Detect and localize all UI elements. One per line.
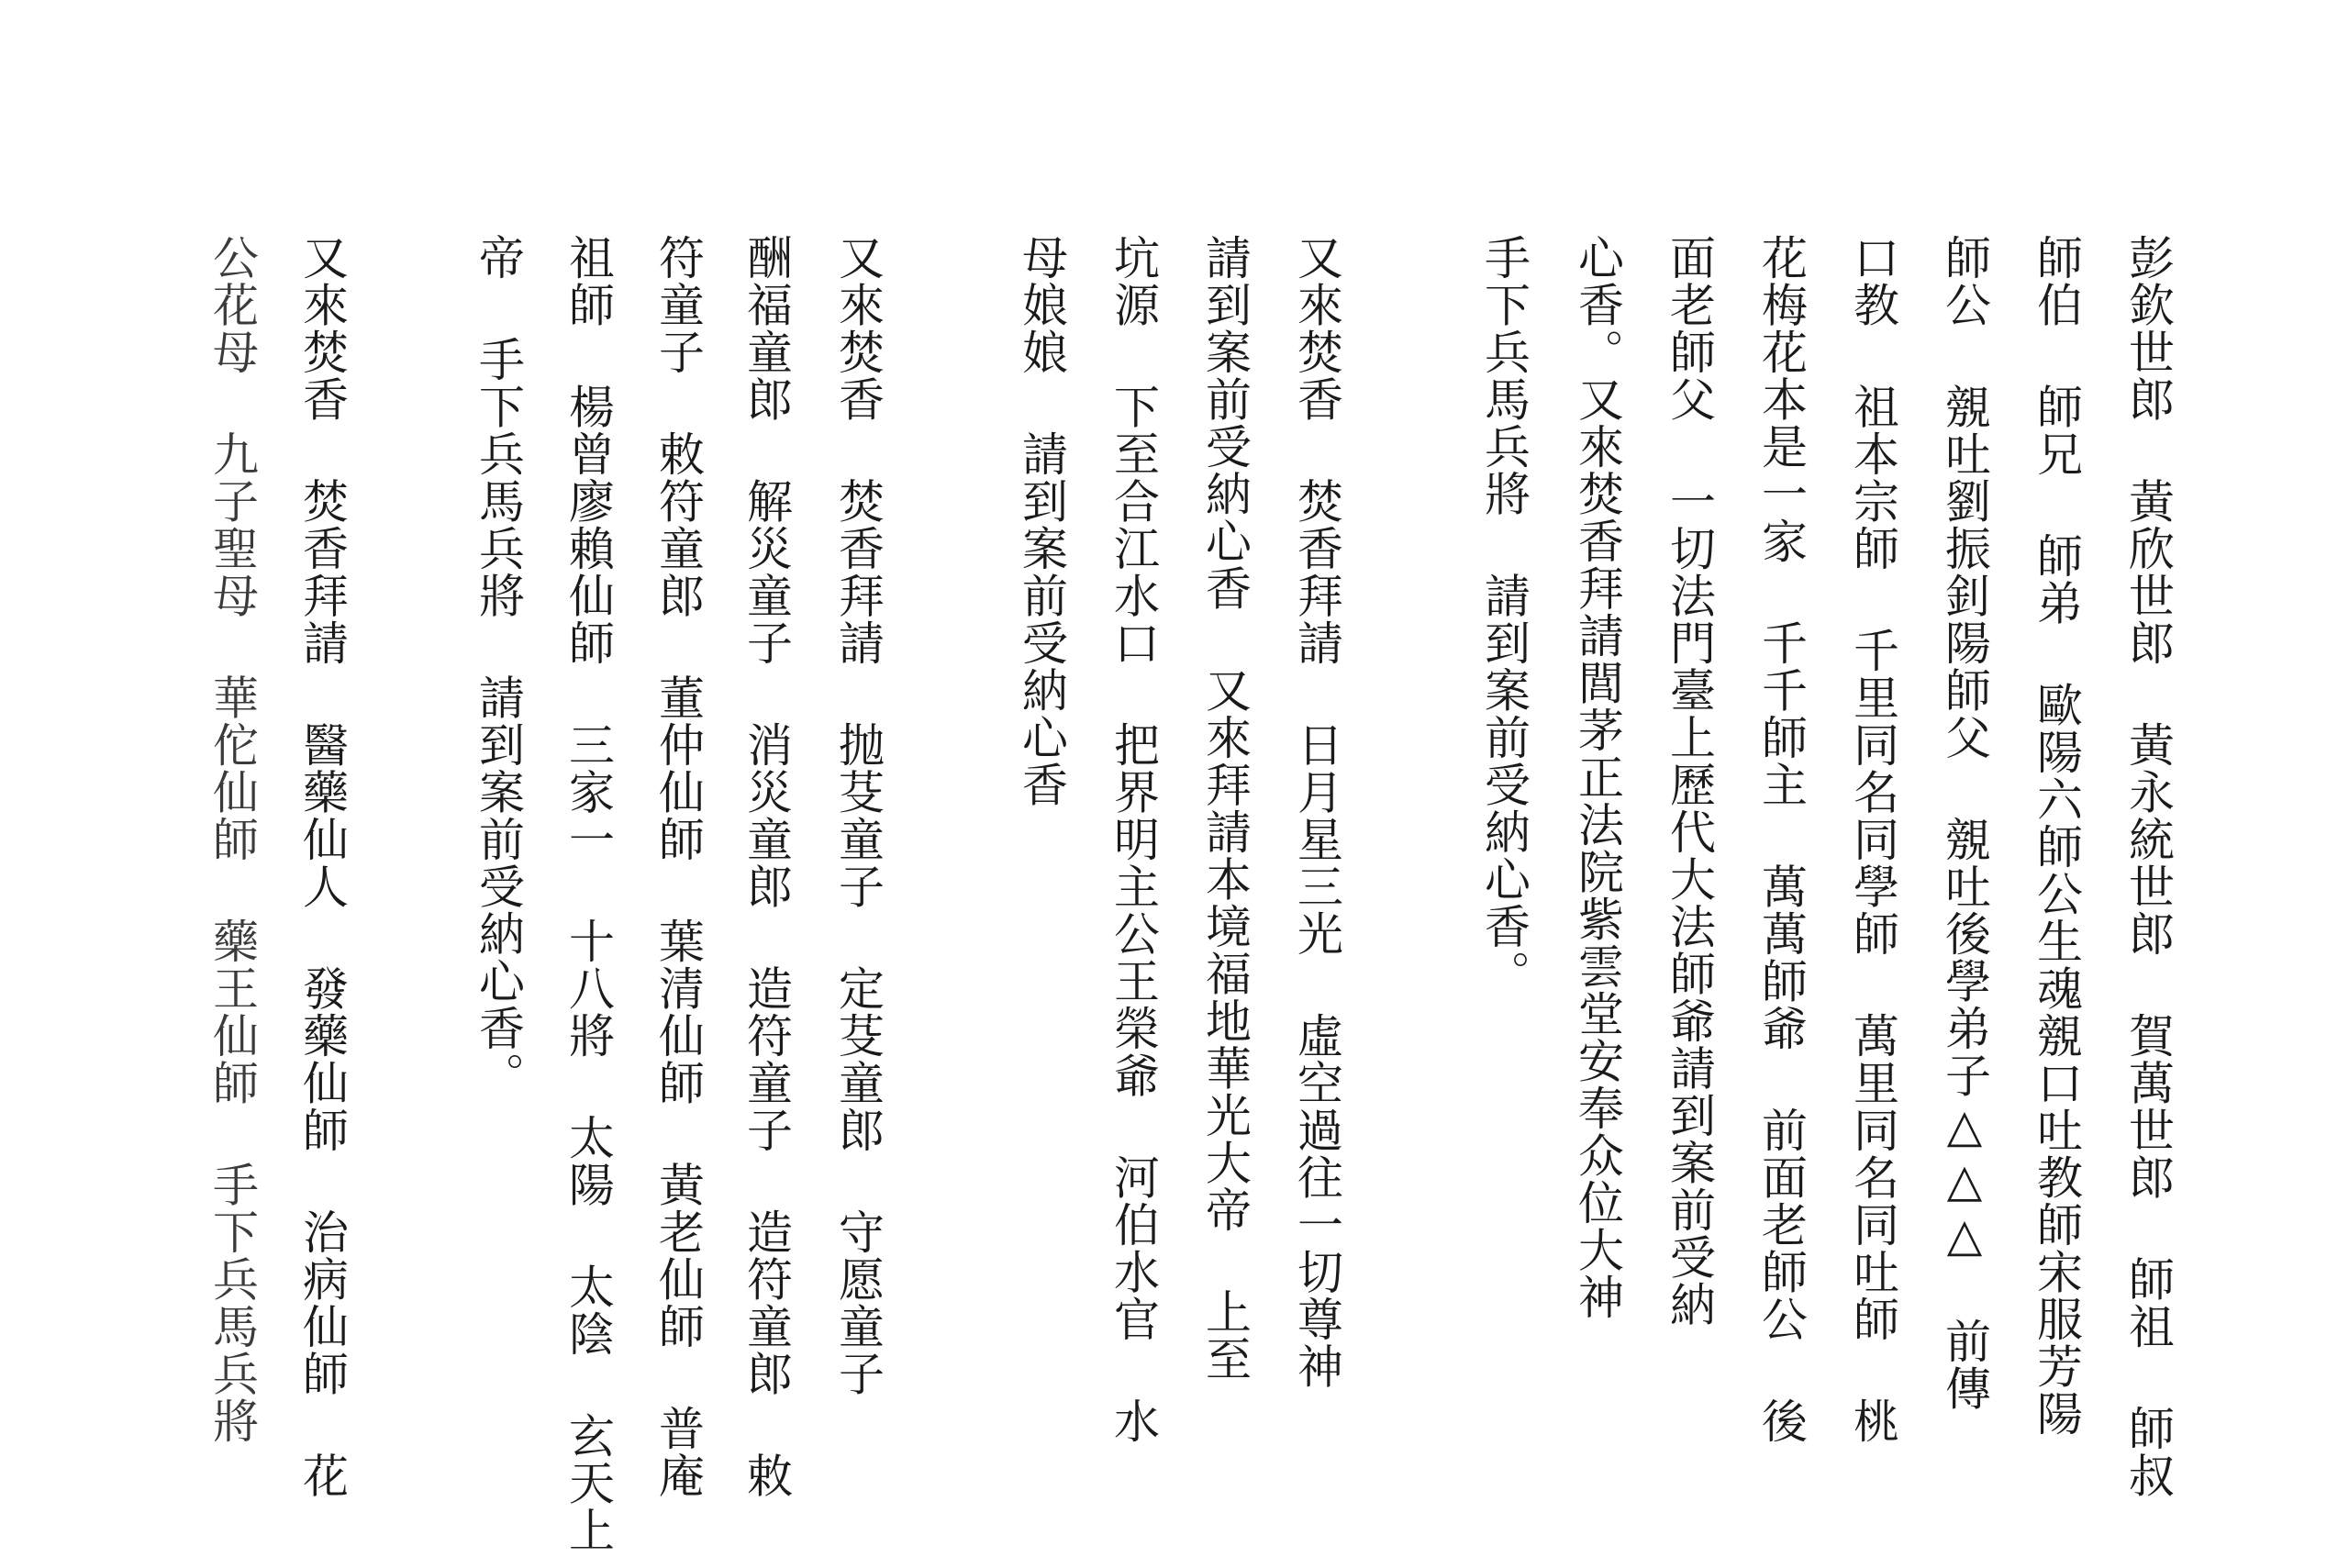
text-column: 公花母 九子聖母 華佗仙師 藥王仙師 手下兵馬兵將: [206, 234, 259, 1445]
text-column: 口教 祖本宗師 千里同名同學師 萬里同名同吐師 桃: [1846, 234, 1899, 1445]
text-column: 面老師父 一切法門臺上歷代大法師爺請到案前受納: [1663, 234, 1716, 1329]
text-column: 彭欽世郎 黃欣世郎 黃永統世郎 賀萬世郎 師祖 師叔: [2121, 234, 2175, 1499]
text-column: 花梅花本是一家 千千師主 萬萬師爺 前面老師公 後: [1754, 234, 1808, 1445]
text-column: 帝 手下兵馬兵將 請到案前受納心香。: [472, 234, 525, 1099]
text-column: 又來焚香 焚香拜請 醫藥仙人 發藥仙師 治病仙師 花: [295, 234, 349, 1499]
text-column: 又來焚香 焚香拜請 抛芟童子 定芟童郎 守愿童子: [831, 234, 885, 1397]
text-column: 手下兵馬兵將 請到案前受納心香。: [1477, 234, 1531, 997]
text-column: 師公 覫吐劉振釗陽師父 覫吐後學弟子△△△ 前傳: [1938, 234, 1991, 1412]
text-column: 師伯 師兄 師弟 歐陽六師公生魂覫口吐教師宋服芳陽: [2030, 234, 2083, 1438]
text-column: 符童子 敕符童郎 董仲仙師 葉清仙師 黃老仙師 普庵: [651, 234, 705, 1499]
text-column: 母娘娘 請到案前受納心香: [1015, 234, 1068, 808]
text-column: 酬福童郎 解災童子 消災童郎 造符童子 造符童郎 敕: [740, 234, 793, 1499]
text-column: 心香。又來焚香拜請閭茅正法院紫雲堂安奉众位大神: [1571, 234, 1624, 1321]
text-column: 坑源 下至合江水口 把界明主公王榮爺 河伯水官 水: [1107, 234, 1160, 1445]
text-column: 祖師 楊曾廖賴仙師 三家一 十八將 太陽 太陰 玄天上: [562, 234, 615, 1554]
text-column: 又來焚香 焚香拜請 日月星三光 虛空過往一切尊神: [1290, 234, 1343, 1390]
text-column: 請到案前受納心香 又來拜請本境福地華光大帝 上至: [1198, 234, 1252, 1383]
